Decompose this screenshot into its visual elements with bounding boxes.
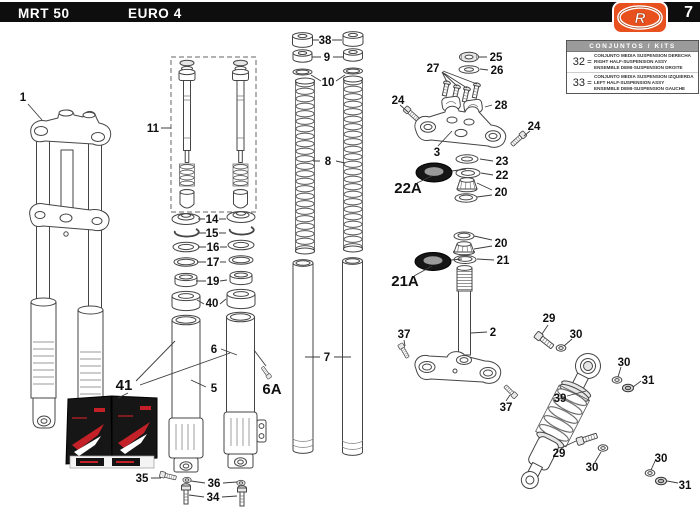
part-callout-3: 3 (433, 147, 441, 159)
part-callout-21: 21 (496, 255, 510, 267)
part-callout-23: 23 (495, 156, 509, 168)
part-callout-26: 26 (490, 65, 504, 77)
part-callout-5: 5 (210, 383, 218, 395)
part-callout-28: 28 (494, 100, 508, 112)
damper-rod-kit-box (171, 57, 256, 212)
part-callout-37: 37 (397, 329, 411, 341)
fork-leg-right (224, 312, 266, 468)
part-callout-30: 30 (585, 462, 599, 474)
equals-sign: = (587, 78, 592, 88)
legend-line-en: RIGHT HALF-SUSPENSION ASSY (594, 58, 668, 64)
part-callout-35: 35 (135, 473, 149, 485)
part-callout-7: 7 (323, 352, 331, 364)
legend-kit-number: 32 (572, 55, 585, 68)
part-callout-39: 39 (553, 393, 567, 405)
legend-line-fr: ENSEMBLE DEMI-SUSPENSION DROITE (594, 64, 683, 70)
model-title: MRT 50 (18, 6, 70, 21)
part-callout-31: 31 (641, 375, 655, 387)
part-callout-14: 14 (205, 214, 219, 226)
part-callout-29: 29 (542, 313, 556, 325)
front-fork-assembly-drawing (30, 110, 111, 438)
part-callout-21A: 21A (391, 273, 419, 290)
part-callout-30: 30 (654, 453, 668, 465)
part-callout-15: 15 (205, 228, 219, 240)
part-callout-2: 2 (489, 327, 497, 339)
part-callout-20: 20 (494, 238, 508, 250)
part-callout-6: 6 (210, 344, 218, 356)
legend-line-en: LEFT HALF-SUSPENSION ASSY (594, 79, 665, 85)
brand-letter: R (634, 10, 646, 27)
part-callout-38: 38 (318, 35, 332, 47)
part-callout-34: 34 (206, 492, 220, 504)
legend-line-es: CONJUNTO MEDIA SUSPENSION IZQUIERDA (594, 73, 694, 79)
part-callout-22: 22 (495, 170, 509, 182)
lower-bearing-stack (415, 232, 476, 271)
fork-leg-left (169, 315, 203, 472)
part-callout-22A: 22A (394, 180, 422, 197)
part-callout-24: 24 (527, 121, 541, 133)
part-callout-31: 31 (678, 480, 692, 492)
part-callout-17: 17 (206, 257, 220, 269)
part-callout-36: 36 (207, 478, 221, 490)
legend-line-fr: ENSEMBLE DEMI-SUSPENSION GAUCHE (594, 85, 686, 91)
part-callout-1: 1 (19, 92, 27, 104)
part-callout-19: 19 (206, 276, 220, 288)
part-callout-37: 37 (499, 402, 513, 414)
sticker-kit (66, 396, 157, 468)
edition-title: EURO 4 (128, 6, 182, 21)
part-callout-16: 16 (206, 242, 220, 254)
top-yoke-group (403, 52, 527, 147)
part-callout-11: 11 (146, 123, 160, 135)
equals-sign: = (587, 57, 592, 67)
part-callout-10: 10 (321, 77, 335, 89)
legend-line-es: CONJUNTO MEDIA SUSPENSION DERECHA (594, 53, 691, 58)
part-callout-29: 29 (552, 448, 566, 460)
legend-title: CONJUNTOS / KITS (567, 41, 698, 52)
part-callout-30: 30 (617, 357, 631, 369)
part-callout-6A: 6A (262, 381, 282, 398)
part-callout-27: 27 (426, 63, 440, 75)
drain-screw-6a (260, 366, 272, 380)
part-callout-30: 30 (569, 329, 583, 341)
part-callout-8: 8 (324, 156, 332, 168)
page-number: 7 (684, 4, 693, 21)
part-callout-25: 25 (489, 52, 503, 64)
legend-kit-number: 33 (572, 76, 585, 89)
part-callout-9: 9 (323, 52, 331, 64)
part-callout-20: 20 (494, 187, 508, 199)
part-callout-24: 24 (391, 95, 405, 107)
bottom-fasteners (159, 471, 246, 506)
part-callout-40: 40 (205, 298, 219, 310)
part-callout-41: 41 (115, 377, 133, 394)
